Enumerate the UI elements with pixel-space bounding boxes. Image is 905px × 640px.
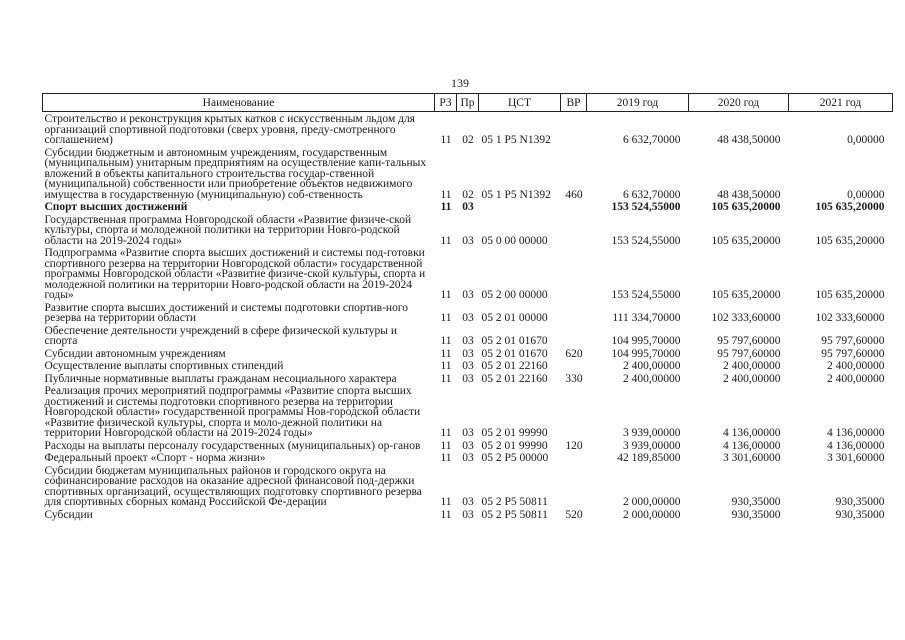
cell-2019: 3 939,00000 <box>623 427 681 439</box>
header-2020: 2020 год <box>689 94 789 112</box>
cell-vr: 330 <box>565 372 583 385</box>
cell-2021: 105 635,20000 <box>815 289 885 301</box>
table-row <box>43 301 893 324</box>
table-row <box>43 359 893 372</box>
cell-pr: 02 <box>462 188 474 201</box>
cell-2019: 42 189,85000 <box>617 452 681 464</box>
cell-cst: 05 2 01 22160 <box>481 360 548 372</box>
cell-cst: 05 1 P5 N1392 <box>481 188 551 201</box>
cell-pr: 03 <box>462 234 474 247</box>
cell-rz: 11 <box>440 452 452 464</box>
cell-name: Строительство и реконструкция крытых катков с искусственным льдом для организаций спортивной подготовки (сверх уровня, преду-смотренного соглашением) <box>44 113 415 146</box>
cell-2021: 930,35000 <box>835 496 885 508</box>
cell-2020: 105 635,20000 <box>711 234 781 247</box>
table-row <box>43 372 893 385</box>
cell-2019: 2 000,00000 <box>623 496 681 508</box>
cell-name: Публичные нормативные выплаты гражданам несоциального характера <box>44 372 397 385</box>
cell-2021: 105 635,20000 <box>815 201 885 213</box>
cell-2021: 95 797,60000 <box>821 335 885 347</box>
cell-2019: 6 632,70000 <box>623 188 681 201</box>
cell-2020: 4 136,00000 <box>723 439 781 452</box>
cell-rz: 11 <box>440 234 452 247</box>
cell-rz: 11 <box>440 496 452 508</box>
cell-rz: 11 <box>440 289 452 301</box>
cell-pr: 03 <box>462 289 474 301</box>
cell-2020: 95 797,60000 <box>717 347 781 360</box>
cell-2021: 4 136,00000 <box>827 439 885 452</box>
cell-name: Субсидии бюджетным и автономным учреждениям, государственным (муниципальным) унитарным предприятиям на осуществление капи-тальных вложений в объекты капитального строительства государ-ственной (муниципальной) собственности или приобретение объектов недвижимого имущества в государственную (муниципальную) соб-ственность <box>44 146 427 201</box>
cell-pr: 03 <box>462 508 474 521</box>
cell-cst: 05 2 01 01670 <box>481 335 548 347</box>
cell-vr <box>561 464 587 508</box>
cell-2021: 3 301,60000 <box>827 452 885 464</box>
cell-name: Расходы на выплаты персоналу государственных (муниципальных) ор-ганов <box>44 439 421 452</box>
cell-name: Развитие спорта высших достижений и системы подготовки спортив-ного резерва на территории области <box>44 301 408 324</box>
cell-name: Осуществление выплаты спортивных стипендий <box>44 360 284 372</box>
cell-vr: 460 <box>565 188 583 201</box>
header-2021: 2021 год <box>789 94 893 112</box>
cell-vr <box>561 246 587 301</box>
cell-2019: 2 000,00000 <box>623 508 681 521</box>
header-2019: 2019 год <box>587 94 689 112</box>
table-row <box>43 246 893 301</box>
cell-2021: 2 400,00000 <box>827 372 885 385</box>
cell-rz: 11 <box>440 335 452 347</box>
cell-pr: 03 <box>462 496 474 508</box>
header-rz: РЗ <box>435 94 457 112</box>
cell-2019: 104 995,70000 <box>611 335 681 347</box>
table-row <box>43 146 893 201</box>
cell-rz: 11 <box>440 372 452 385</box>
table-row <box>43 464 893 508</box>
cell-name: Федеральный проект «Спорт - норма жизни» <box>44 452 266 464</box>
table-header-row <box>43 94 893 112</box>
cell-rz: 11 <box>440 312 452 324</box>
cell-rz: 11 <box>440 347 452 360</box>
cell-name: Государственная программа Новгородской области «Развитие физиче-ской культуры, спорта и молодежной политики на территории Новго-родской области на 2019-2024 годы» <box>44 213 412 247</box>
table-row <box>43 200 893 213</box>
cell-name: Спорт высших достижений <box>44 201 188 213</box>
cell-2020: 930,35000 <box>731 496 781 508</box>
cell-2020: 2 400,00000 <box>723 360 781 372</box>
cell-2020: 2 400,00000 <box>723 372 781 385</box>
table-row <box>43 439 893 452</box>
cell-vr: 620 <box>565 347 583 360</box>
cell-2019: 2 400,00000 <box>623 360 681 372</box>
cell-rz: 11 <box>440 201 452 213</box>
header-cst: ЦСТ <box>479 94 561 112</box>
table-row <box>43 508 893 521</box>
cell-2020: 105 635,20000 <box>711 201 781 213</box>
cell-2019: 153 524,55000 <box>611 289 681 301</box>
cell-pr: 03 <box>462 360 474 372</box>
header-vr: ВР <box>561 94 587 112</box>
cell-cst: 05 2 01 00000 <box>481 312 548 324</box>
cell-cst: 05 0 00 00000 <box>481 234 548 247</box>
cell-pr: 03 <box>462 312 474 324</box>
cell-vr <box>561 112 587 146</box>
cell-2020: 105 635,20000 <box>711 289 781 301</box>
cell-2020: 3 301,60000 <box>723 452 781 464</box>
cell-2019: 3 939,00000 <box>623 439 681 452</box>
cell-2019: 153 524,55000 <box>611 234 681 247</box>
cell-2019: 104 995,70000 <box>611 347 681 360</box>
cell-cst: 05 2 01 99990 <box>481 427 548 439</box>
cell-vr <box>561 451 587 464</box>
cell-pr: 02 <box>462 134 474 146</box>
cell-2021: 105 635,20000 <box>815 234 885 247</box>
cell-2020: 48 438,50000 <box>717 134 781 146</box>
cell-vr <box>561 213 587 247</box>
cell-vr <box>561 324 587 347</box>
cell-rz: 11 <box>440 427 452 439</box>
cell-pr: 03 <box>462 335 474 347</box>
table-row <box>43 451 893 464</box>
cell-cst: 05 2 P5 00000 <box>481 452 549 464</box>
cell-vr <box>561 384 587 439</box>
cell-2021: 4 136,00000 <box>827 427 885 439</box>
cell-pr: 03 <box>462 427 474 439</box>
cell-vr <box>561 359 587 372</box>
cell-2021: 95 797,60000 <box>821 347 885 360</box>
header-name: Наименование <box>43 94 435 112</box>
cell-vr: 120 <box>565 439 583 452</box>
cell-pr: 03 <box>462 439 474 452</box>
cell-cst: 05 1 P5 N1392 <box>481 134 551 146</box>
budget-table <box>42 93 893 520</box>
table-row <box>43 112 893 146</box>
cell-vr: 520 <box>565 508 583 521</box>
cell-2019: 111 334,70000 <box>612 312 681 324</box>
cell-name: Реализация прочих мероприятий подпрограммы «Развитие спорта высших достижений и системы подготовки спортивного резерва на территории Новгородской области» государственной программы Нов-городской области «Развитие физической культуры, спорта и моло-дежной политики на территории Новгородской области на 2019-2024 годы» <box>44 385 421 439</box>
cell-2021: 0,00000 <box>847 188 885 201</box>
cell-cst: 05 2 01 01670 <box>481 347 548 360</box>
cell-name: Субсидии автономным учреждениям <box>44 347 226 360</box>
table-row <box>43 213 893 247</box>
cell-2019: 6 632,70000 <box>623 134 681 146</box>
cell-rz: 11 <box>440 360 452 372</box>
cell-2020: 102 333,60000 <box>711 312 781 324</box>
cell-pr: 03 <box>462 347 474 360</box>
cell-cst: 05 2 01 22160 <box>481 372 548 385</box>
cell-2021: 930,35000 <box>835 508 885 521</box>
cell-rz: 11 <box>440 508 452 521</box>
cell-2019: 2 400,00000 <box>623 372 681 385</box>
cell-rz: 11 <box>440 439 452 452</box>
table-row <box>43 347 893 360</box>
cell-2020: 48 438,50000 <box>717 188 781 201</box>
cell-name: Субсидии <box>44 508 93 521</box>
cell-rz: 11 <box>440 134 452 146</box>
cell-2019: 153 524,55000 <box>611 201 681 213</box>
cell-cst: 05 2 P5 50811 <box>481 508 548 521</box>
cell-pr: 03 <box>462 452 474 464</box>
cell-rz: 11 <box>440 188 452 201</box>
cell-2020: 930,35000 <box>731 508 781 521</box>
cell-pr: 03 <box>462 372 474 385</box>
cell-pr: 03 <box>462 201 474 213</box>
cell-2021: 2 400,00000 <box>827 360 885 372</box>
cell-vr <box>561 301 587 324</box>
cell-vr <box>561 200 587 213</box>
cell-cst: 05 2 01 99990 <box>481 439 548 452</box>
cell-name: Субсидии бюджетам муниципальных районов и городского округа на софинансирование расходов на оказание адресной финансовой под-держки спортивных организаций, осуществляющих подготовку спортивного резерва для спортивных сборных команд Российской Фе-дерации <box>44 464 422 508</box>
cell-cst: 05 2 00 00000 <box>481 289 548 301</box>
table-row <box>43 324 893 347</box>
cell-2020: 4 136,00000 <box>723 427 781 439</box>
cell-2020: 95 797,60000 <box>717 335 781 347</box>
cell-name: Подпрограмма «Развитие спорта высших достижений и системы под-готовки спортивного резерва на территории Новгородской области» государственной программы Новгородской области «Развитие физиче-ской культуры, спорта и молодежной политики на территории Новго-родской области на 2019-2024 годы» <box>44 247 426 301</box>
cell-cst: 05 2 P5 50811 <box>481 496 548 508</box>
cell-2021: 0,00000 <box>847 134 885 146</box>
cell-2021: 102 333,60000 <box>815 312 885 324</box>
cell-name: Обеспечение деятельности учреждений в сфере физической культуры и спорта <box>44 324 398 347</box>
header-pr: Пр <box>457 94 479 112</box>
table-row <box>43 384 893 439</box>
page-number: 139 <box>451 76 469 90</box>
cell-cst <box>479 200 561 213</box>
